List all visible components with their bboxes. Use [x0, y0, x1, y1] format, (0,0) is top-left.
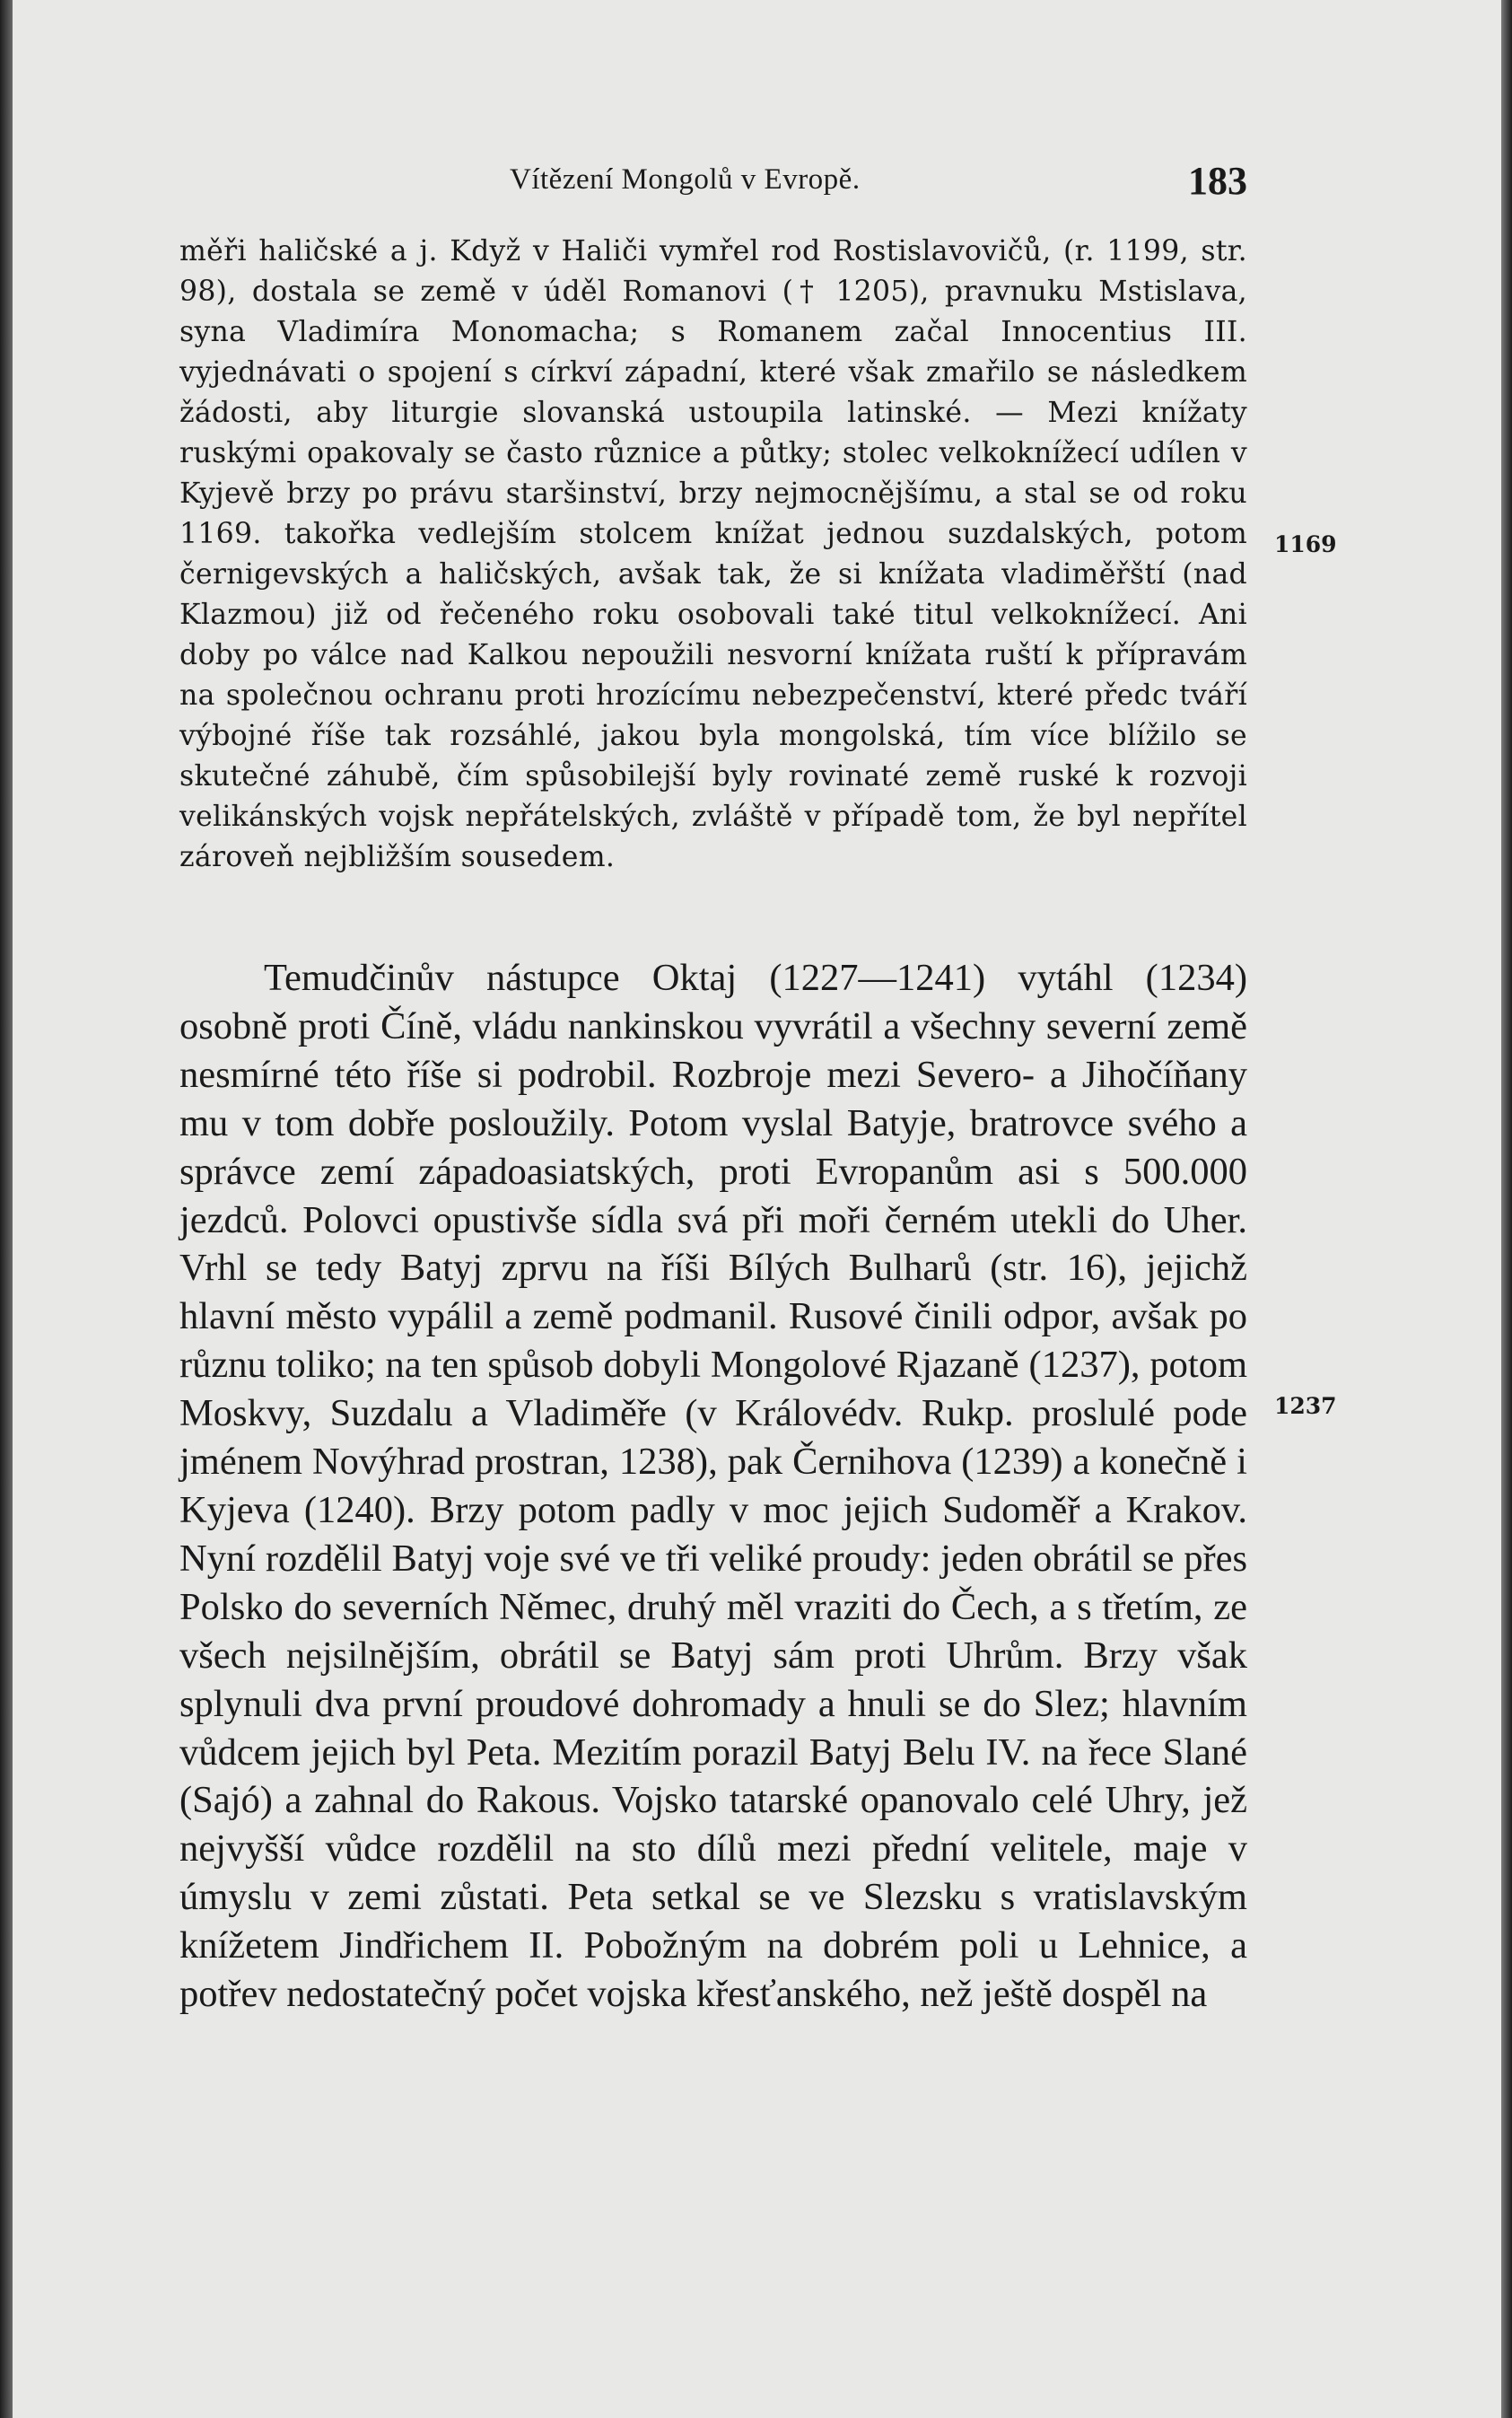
paragraph-main-text: Temudčinův nástupce Oktaj (1227—1241) vytáhl (1234) osobně proti Číně, vládu nankinskou vyvrátil a všechny severní země nesmírné této říše si podrobil. Rozbroje mezi Severo- a Jihočíňany mu v tom dobře posloužily. Potom vyslal Batyje, bratrovce svého a správce zemí západoasiatských, proti Evropanům asi s 500.000 jezdců. Polovci opustivše sídla svá při moři černém utekli do Uher. Vrhl se tedy Batyj zprvu na říši Bílých Bulharů (str. 16), jejichž hlavní město vypálil a země podmanil. Rusové činili odpor, avšak po různu toliko; na ten spůsob dobyli Mongolové Rjazaně (1237), potom Moskvy, Suzdalu a Vladiměře (v Královédv. Rukp. proslulé pode jménem Novýhrad prostran, 1238), pak Černihova (1239) a konečně i Kyjeva (1240). Brzy potom padly v moc jejich Sudoměř a Krakov. Nyní rozdělil Batyj voje své ve tři veliké proudy: jeden obrátil se přes Polsko do severních Němec, druhý měl vraziti do Čech, a s třetím, ze všech nejsilnějším, obrátil se Batyj sám proti Uhrům. Brzy však splynuli dva první proudové dohromady a hnuli se do Slez; hlavním vůdcem jejich byl Peta. Mezitím porazil Batyj Belu IV. na řece Slané (Sajó) a zahnal do Rakous. Vojsko tatarské opanovalo celé Uhry, jež nejvyšší vůdce rozdělil na sto dílů mezi přední velitele, maje v úmyslu v zemi zůstati. Peta setkal se ve Slezsku s vratislavským knížetem Jindřichem II. Pobožným na dobrém poli u Lehnice, a potřev nedostatečný počet vojska křesťanského, než ještě dospěl na [179, 957, 1247, 2016]
paragraph-main [179, 954, 1247, 2019]
scan-edge-left [0, 0, 13, 2418]
page-header [179, 158, 1247, 212]
scan-edge-right [1501, 0, 1512, 2418]
margin-year-1237: 1237 [1274, 1393, 1337, 1419]
page-number: 183 [1188, 159, 1247, 203]
paragraph-small-print: měři haličské a j. Když v Haliči vymřel rod Rostislavovičů, (r. 1199, str. 98), dostala se země v úděl Romanovi († 1205), pravnuku Mstislava, syna Vladimíra Monomacha; s Romanem začal Innocentius III. vyjednávati o spojení s církví západní, které však zmařilo se následkem žádosti, aby liturgie slovanská ustoupila latinské. — Mezi knížaty ruskými opakovaly se často různice a půtky; stolec velkoknížecí udílen v Kyjevě brzy po právu staršinství, brzy nejmocnějšímu, a stal se od roku 1169. takořka vedlejším stolcem knížat jednou suzdalských, potom černigevských a haličských, avšak tak, že si knížata vladiměřští (nad Klazmou) již od řečeného roku osobovali také titul velkoknížecí. Ani doby po válce nad Kalkou nepoužili nesvorní knížata ruští k přípravám na společnou ochranu proti hrozícímu nebezpečenství, které předc tváří výbojné říše tak rozsáhlé, jakou byla mongolská, tím více blížilo se skutečné záhubě, čím spůsobilejší byly rovinaté země ruské k rozvoji velikánských vojsk nepřátelských, zvláště v případě tom, že byl nepřítel zároveň nejbližším sousedem. [179, 235, 1247, 873]
running-title: Vítězení Mongolů v Evropě. [510, 163, 861, 196]
margin-year-1169: 1169 [1274, 531, 1337, 557]
